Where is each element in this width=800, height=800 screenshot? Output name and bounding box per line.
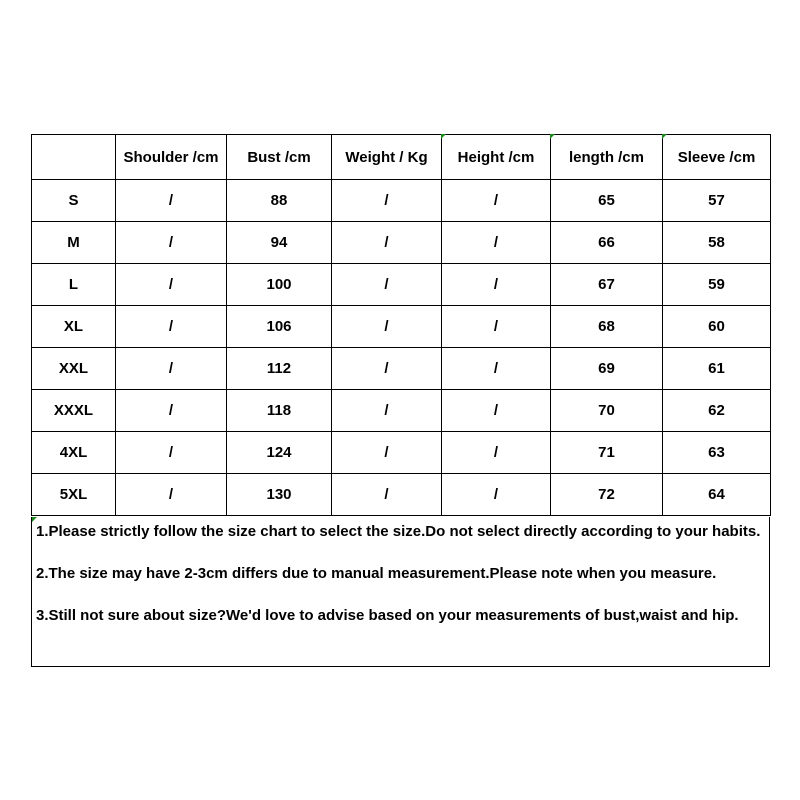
table-header-row (32, 135, 771, 180)
weight-cell: / (332, 474, 442, 516)
weight-cell: / (332, 348, 442, 390)
shoulder-cell: / (116, 390, 227, 432)
shoulder-cell: / (116, 432, 227, 474)
sleeve-cell: 58 (663, 222, 771, 264)
sleeve-cell: 60 (663, 306, 771, 348)
table-row (32, 348, 771, 390)
sleeve-cell: 63 (663, 432, 771, 474)
size-cell: XXXL (32, 390, 116, 432)
shoulder-cell: / (116, 180, 227, 222)
sleeve-cell: 62 (663, 390, 771, 432)
header-cell-weight: Weight / Kg (332, 135, 442, 180)
weight-cell: / (332, 432, 442, 474)
bust-cell: 124 (227, 432, 332, 474)
bust-cell: 106 (227, 306, 332, 348)
size-cell: XL (32, 306, 116, 348)
weight-cell: / (332, 180, 442, 222)
size-cell: 5XL (32, 474, 116, 516)
height-cell: / (442, 348, 551, 390)
header-cell-length: length /cm (551, 135, 663, 180)
weight-cell: / (332, 390, 442, 432)
table-row (32, 432, 771, 474)
sleeve-cell: 61 (663, 348, 771, 390)
shoulder-cell: / (116, 348, 227, 390)
note-measurement-difference: 2.The size may have 2-3cm differs due to manual measurement.Please note when you measure. (36, 565, 717, 582)
table-row (32, 264, 771, 306)
length-cell: 69 (551, 348, 663, 390)
length-cell: 66 (551, 222, 663, 264)
table-row (32, 180, 771, 222)
size-cell: S (32, 180, 116, 222)
length-cell: 70 (551, 390, 663, 432)
shoulder-cell: / (116, 222, 227, 264)
size-cell: L (32, 264, 116, 306)
note-size-advice: 3.Still not sure about size?We'd love to advise based on your measurements of bust,waist and hip. (36, 607, 739, 624)
bust-cell: 100 (227, 264, 332, 306)
header-cell-height: Height /cm (442, 135, 551, 180)
bust-cell: 130 (227, 474, 332, 516)
comment-marker (32, 517, 37, 522)
header-cell-sleeve: Sleeve /cm (663, 135, 771, 180)
height-cell: / (442, 264, 551, 306)
height-cell: / (442, 306, 551, 348)
sleeve-cell: 59 (663, 264, 771, 306)
size-cell: XXL (32, 348, 116, 390)
height-cell: / (442, 390, 551, 432)
weight-cell: / (332, 264, 442, 306)
bust-cell: 94 (227, 222, 332, 264)
sleeve-cell: 64 (663, 474, 771, 516)
bust-cell: 112 (227, 348, 332, 390)
length-cell: 68 (551, 306, 663, 348)
sleeve-cell: 57 (663, 180, 771, 222)
height-cell: / (442, 180, 551, 222)
header-cell-bust: Bust /cm (227, 135, 332, 180)
height-cell: / (442, 222, 551, 264)
table-row (32, 474, 771, 516)
header-cell-blank (32, 135, 116, 180)
shoulder-cell: / (116, 474, 227, 516)
size-chart-table (31, 134, 771, 516)
size-notes-box (31, 517, 770, 667)
weight-cell: / (332, 222, 442, 264)
length-cell: 72 (551, 474, 663, 516)
bust-cell: 118 (227, 390, 332, 432)
bust-cell: 88 (227, 180, 332, 222)
shoulder-cell: / (116, 264, 227, 306)
length-cell: 67 (551, 264, 663, 306)
header-cell-shoulder: Shoulder /cm (116, 135, 227, 180)
height-cell: / (442, 474, 551, 516)
table-row (32, 222, 771, 264)
weight-cell: / (332, 306, 442, 348)
shoulder-cell: / (116, 306, 227, 348)
length-cell: 65 (551, 180, 663, 222)
height-cell: / (442, 432, 551, 474)
table-row (32, 306, 771, 348)
size-cell: 4XL (32, 432, 116, 474)
table-row (32, 390, 771, 432)
size-cell: M (32, 222, 116, 264)
note-strict-size: 1.Please strictly follow the size chart to select the size.Do not select directly according to your habits. (36, 523, 761, 540)
length-cell: 71 (551, 432, 663, 474)
